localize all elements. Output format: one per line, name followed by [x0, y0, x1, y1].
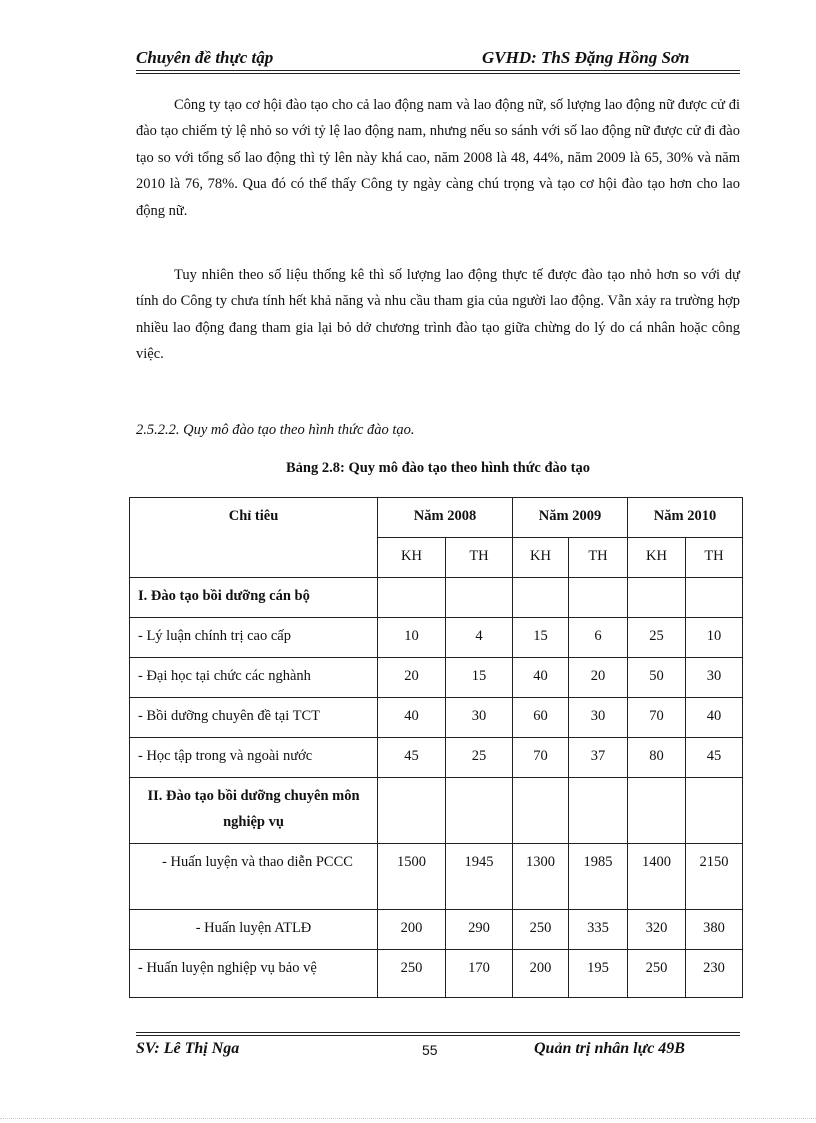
cell-value: 50 [628, 658, 686, 698]
cell-value: 15 [513, 618, 569, 658]
table-row [130, 950, 743, 998]
cell-value: 200 [378, 910, 446, 950]
cell-value: 1400 [628, 844, 686, 910]
subheader-kh: KH [628, 538, 686, 578]
cell-value: 4 [446, 618, 513, 658]
subheader-th: TH [686, 538, 743, 578]
cell-value: 40 [686, 698, 743, 738]
table-row [130, 698, 743, 738]
subheader-kh: KH [378, 538, 446, 578]
cell-value: 335 [569, 910, 628, 950]
table-header-row [130, 498, 743, 538]
cell-value: 40 [513, 658, 569, 698]
footer-class: Quản trị nhân lực 49B [534, 1040, 685, 1057]
table-row [130, 658, 743, 698]
col-header-year-2009: Năm 2009 [513, 498, 628, 538]
subheader-th: TH [446, 538, 513, 578]
section-label-2: II. Đào tạo bồi dưỡng chuyên môn nghiệp vụ [130, 778, 378, 844]
cell-value: 25 [628, 618, 686, 658]
cell-value: 320 [628, 910, 686, 950]
cell-value: 15 [446, 658, 513, 698]
cell-value: 30 [446, 698, 513, 738]
footer-student: SV: Lê Thị Nga [136, 1040, 240, 1057]
cell-value: 290 [446, 910, 513, 950]
training-table [129, 497, 743, 998]
page-bottom-dotted-line [0, 1118, 816, 1119]
paragraph-2-text: Tuy nhiên theo số liệu thống kê thì số lượng lao động thực tế được đào tạo nhỏ hơn so với dự tính do Công ty chưa tính hết khả năng và nhu cầu tham gia của người lao động. Vẫn xảy ra trường hợp nhiều lao động đang tham gia lại bỏ dở chương trình đào tạo giữa chừng do lý do cá nhân hoặc công việc. [136, 267, 740, 363]
cell-value: 80 [628, 738, 686, 778]
row-label: - Huấn luyện và thao diễn PCCC [130, 844, 378, 910]
cell-value: 30 [569, 698, 628, 738]
row-label: - Bồi dưỡng chuyên đề tại TCT [130, 698, 378, 738]
section-row-1 [130, 578, 743, 618]
cell-value: 1500 [378, 844, 446, 910]
cell-value: 1945 [446, 844, 513, 910]
cell-value: 195 [569, 950, 628, 998]
page-header [136, 46, 740, 68]
cell-value: 60 [513, 698, 569, 738]
cell-value: 250 [628, 950, 686, 998]
footer-rule [136, 1032, 740, 1033]
header-rule [136, 70, 740, 71]
section-row-2 [130, 778, 743, 844]
table-row [130, 910, 743, 950]
cell-value: 6 [569, 618, 628, 658]
table-caption: Bảng 2.8: Quy mô đào tạo theo hình thức đào tạo [286, 460, 590, 476]
cell-value: 1300 [513, 844, 569, 910]
cell-value: 1985 [569, 844, 628, 910]
cell-value: 37 [569, 738, 628, 778]
header-supervisor: GVHD: ThS Đặng Hồng Sơn [482, 48, 690, 67]
row-label: - Huấn luyện nghiệp vụ bảo vệ [130, 950, 378, 998]
row-label: - Huấn luyện ATLĐ [130, 910, 378, 950]
subheader-kh: KH [513, 538, 569, 578]
col-header-year-2010: Năm 2010 [628, 498, 743, 538]
page-number: 55 [422, 1042, 438, 1058]
cell-value: 250 [513, 910, 569, 950]
table-row [130, 618, 743, 658]
subheader-th: TH [569, 538, 628, 578]
row-label: - Đại học tại chức các nghành [130, 658, 378, 698]
paragraph-2 [136, 262, 740, 368]
table-row [130, 738, 743, 778]
table-row [130, 844, 743, 910]
cell-value: 20 [378, 658, 446, 698]
cell-value: 170 [446, 950, 513, 998]
cell-value: 20 [569, 658, 628, 698]
cell-value: 250 [378, 950, 446, 998]
page-footer [136, 1040, 740, 1064]
cell-value: 10 [378, 618, 446, 658]
cell-value: 70 [628, 698, 686, 738]
header-title: Chuyên đề thực tập [136, 48, 274, 67]
header-rule-2 [136, 73, 740, 74]
col-header-year-2008: Năm 2008 [378, 498, 513, 538]
cell-value: 10 [686, 618, 743, 658]
cell-value: 2150 [686, 844, 743, 910]
col-header-criteria: Chỉ tiêu [130, 498, 378, 578]
cell-value: 40 [378, 698, 446, 738]
footer-rule-2 [136, 1035, 740, 1036]
paragraph-1-text: Công ty tạo cơ hội đào tạo cho cả lao động nam và lao động nữ, số lượng lao động nữ được cử đi đào tạo chiếm tỷ lệ nhỏ so với tỷ lệ lao động nam, nhưng nếu so sánh với số lao động nữ được cử đi đào tạo so với tổng số lao động thì tỷ lên này khá cao, năm 2008 là 48, 44%, năm 2009 là 65, 30% và năm 2010 là 76, 78%. Qua đó có thể thấy Công ty ngày càng chú trọng và tạo cơ hội đào tạo hơn cho lao động nữ. [136, 97, 740, 219]
row-label: - Lý luận chính trị cao cấp [130, 618, 378, 658]
row-label: - Học tập trong và ngoài nước [130, 738, 378, 778]
section-label-1: I. Đào tạo bồi dưỡng cán bộ [130, 578, 378, 618]
cell-value: 45 [686, 738, 743, 778]
paragraph-1 [136, 92, 740, 224]
subsection-heading: 2.5.2.2. Quy mô đào tạo theo hình thức đào tạo. [136, 422, 415, 438]
cell-value: 70 [513, 738, 569, 778]
cell-value: 45 [378, 738, 446, 778]
cell-value: 230 [686, 950, 743, 998]
cell-value: 200 [513, 950, 569, 998]
cell-value: 25 [446, 738, 513, 778]
cell-value: 30 [686, 658, 743, 698]
cell-value: 380 [686, 910, 743, 950]
